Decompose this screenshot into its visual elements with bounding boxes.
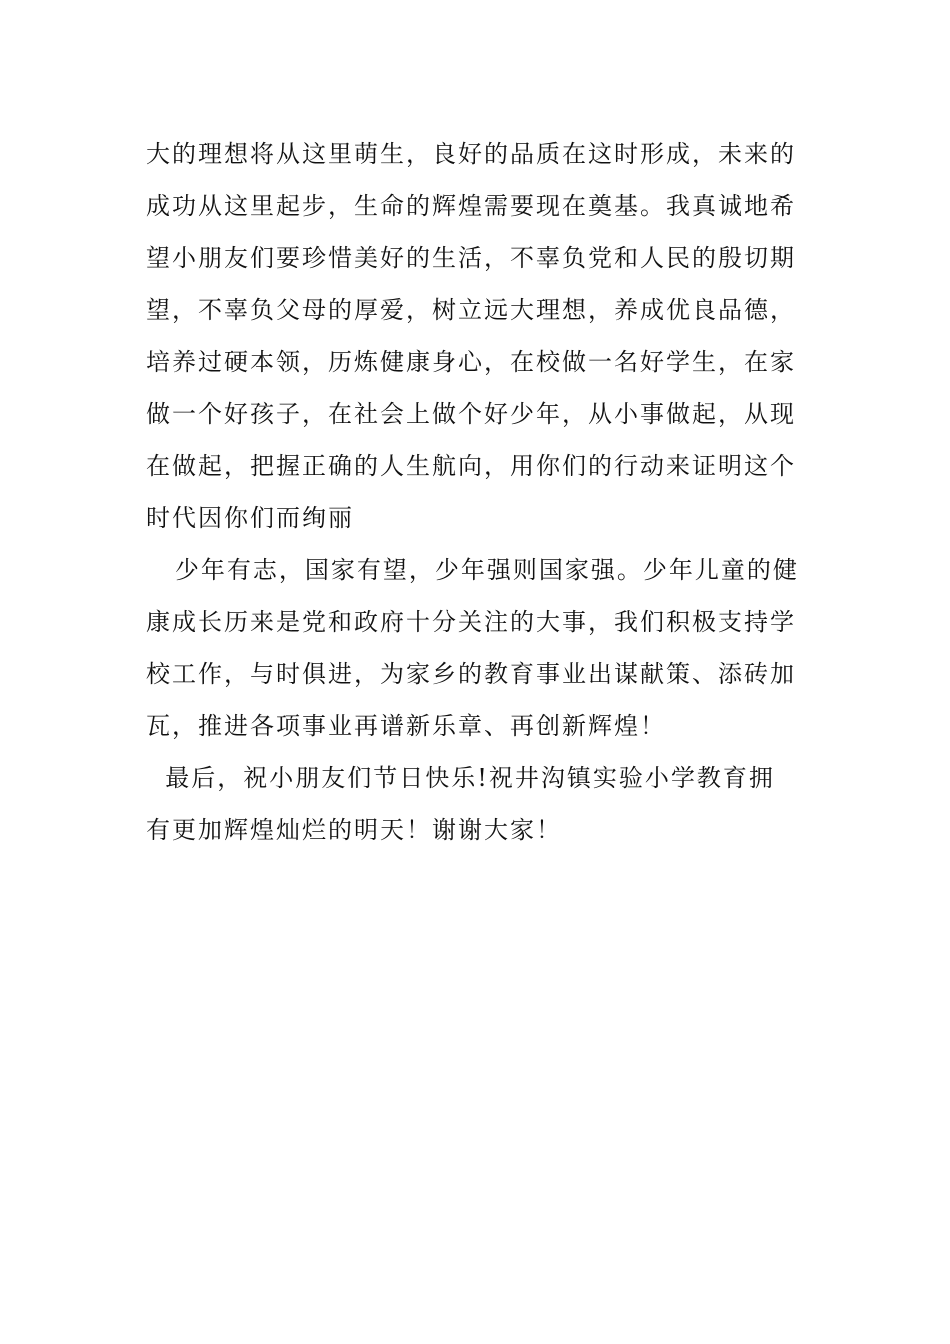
body-line: 培养过硬本领，历炼健康身心，在校做一名好学生，在家 — [146, 348, 796, 376]
body-line: 少年有志，国家有望，少年强则国家强。少年儿童的健 — [146, 556, 799, 584]
body-line: 大的理想将从这里萌生，良好的品质在这时形成，未来的 — [146, 140, 796, 168]
body-line: 在做起，把握正确的人生航向，用你们的行动来证明这个 — [146, 452, 796, 480]
body-line: 望小朋友们要珍惜美好的生活，不辜负党和人民的殷切期 — [146, 244, 796, 272]
body-line: 有更加辉煌灿烂的明天！谢谢大家！ — [146, 816, 562, 844]
body-line: 望，不辜负父母的厚爱，树立远大理想，养成优良品德， — [146, 296, 796, 324]
body-line: 最后，祝小朋友们节日快乐!祝井沟镇实验小学教育拥 — [146, 764, 775, 792]
document-body — [146, 128, 811, 856]
body-line: 做一个好孩子，在社会上做个好少年，从小事做起，从现 — [146, 400, 796, 428]
body-line: 成功从这里起步，生命的辉煌需要现在奠基。我真诚地希 — [146, 192, 796, 220]
body-line: 瓦，推进各项事业再谱新乐章、再创新辉煌！ — [146, 712, 666, 740]
body-line: 时代因你们而绚丽 — [146, 504, 354, 532]
body-line: 康成长历来是党和政府十分关注的大事，我们积极支持学 — [146, 608, 796, 636]
body-line: 校工作，与时俱进，为家乡的教育事业出谋献策、添砖加 — [146, 660, 796, 688]
